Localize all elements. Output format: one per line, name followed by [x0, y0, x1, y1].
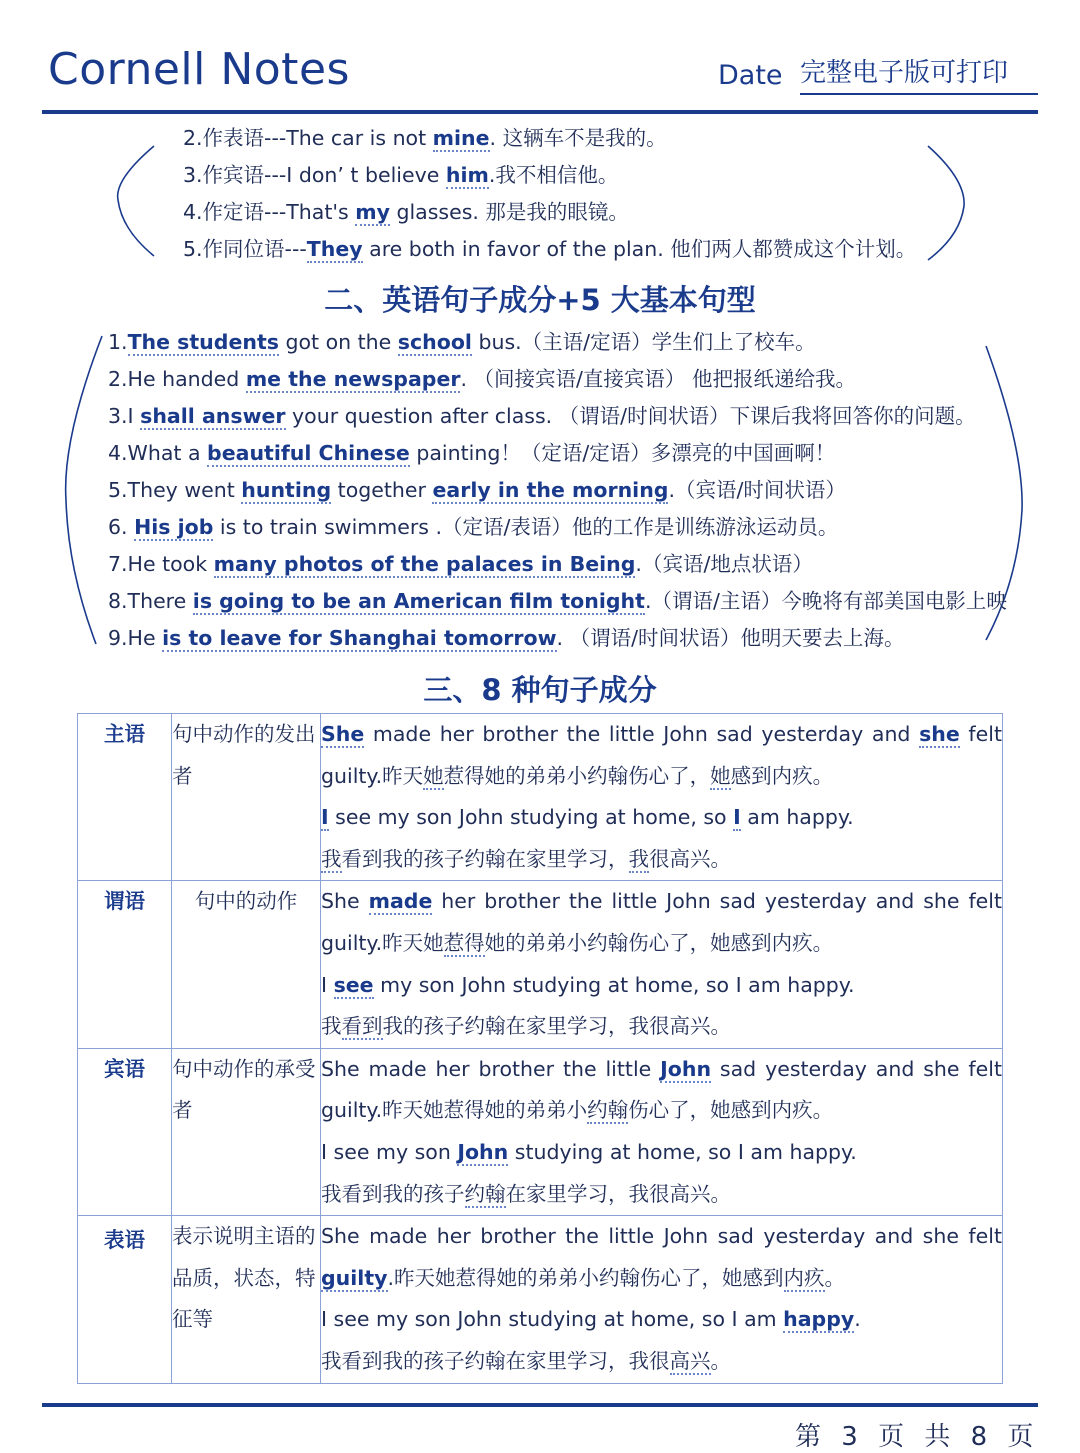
list-item: 2.He handed me the newspaper. （间接宾语/直接宾语） 他把报纸递给我。 [108, 367, 856, 391]
example-cell [321, 881, 1003, 1048]
list-item: 4.What a beautiful Chinese painting！（定语/定语）多漂亮的中国画啊！ [108, 441, 836, 465]
list-item: 8.There is going to be an American film tonight.（谓语/主语）今晚将有部美国电影上映 [108, 589, 1007, 613]
right-brace-decoration [920, 140, 970, 265]
table-row [78, 1048, 1003, 1215]
example-list-2 [108, 324, 1007, 657]
page-number: 第 3 页 共 8 页 [795, 1422, 1040, 1452]
term-cell: 主语 [78, 714, 172, 881]
example-cell [321, 714, 1003, 881]
list-item: 2.作表语---The car is not mine. 这辆车不是我的。 [183, 126, 667, 150]
example-line: 我看到我的孩子约翰在家里学习，我很高兴。 [321, 1181, 731, 1206]
example-line: guilty.昨天她惹得她的弟弟小约翰伤心了，她感到内疚。 [321, 763, 834, 788]
list-item: 6. His job is to train swimmers .（定语/表语）他的工作是训练游泳运动员。 [108, 515, 839, 539]
example-line: She made her brother the little John sad yesterday and she felt [321, 889, 1003, 914]
definition-cell: 表示说明主语的品质，状态，特征等 [172, 1216, 321, 1383]
section-heading: 三、8 种句子成分 [423, 673, 657, 707]
example-line: 我看到我的孩子约翰在家里学习，我很高兴。 [321, 1348, 731, 1373]
page-title: Cornell Notes [48, 44, 350, 95]
example-line: She made her brother the little John sad yesterday and she felt [321, 1056, 1002, 1081]
example-cell [321, 1048, 1003, 1215]
list-item: 3.作宾语---I don’ t believe him.我不相信他。 [183, 163, 619, 187]
sentence-components-table [77, 713, 1003, 1384]
example-line: I see my son John studying at home, so I am happy. [321, 1139, 857, 1164]
left-brace-decoration [112, 140, 162, 260]
example-line: 我看到我的孩子约翰在家里学习，我很高兴。 [321, 1014, 731, 1039]
example-list-1 [183, 120, 916, 268]
list-item: 1.The students got on the school bus.（主语/定语）学生们上了校车。 [108, 330, 816, 354]
table-row [78, 1216, 1003, 1383]
list-item: 5.作同位语---They are both in favor of the plan. 他们两人都赞成这个计划。 [183, 237, 917, 261]
example-line: guilty.昨天她惹得她的弟弟小约翰伤心了，她感到内疚。 [321, 1265, 846, 1290]
example-line: She made her brother the little John sad yesterday and she felt [321, 722, 1002, 746]
header-rule [42, 110, 1038, 114]
example-line: I see my son John studying at home, so I am happy. [321, 1307, 861, 1332]
table-row [78, 714, 1003, 881]
definition-cell: 句中动作的发出者 [172, 714, 321, 881]
footer-rule [42, 1403, 1038, 1407]
list-item: 3.I shall answer your question after class. （谓语/时间状语）下课后我将回答你的问题。 [108, 404, 976, 428]
example-line: guilty.昨天她惹得她的弟弟小约翰伤心了，她感到内疚。 [321, 930, 834, 955]
example-cell [321, 1216, 1003, 1383]
list-item: 9.He is to leave for Shanghai tomorrow. （谓语/时间状语）他明天要去上海。 [108, 626, 905, 650]
example-line: I see my son John studying at home, so I am happy. [321, 805, 854, 830]
definition-cell: 句中的动作 [172, 881, 321, 1048]
date-label: Date [718, 60, 783, 91]
example-line: guilty.昨天她惹得她的弟弟小约翰伤心了，她感到内疚。 [321, 1098, 834, 1123]
term-cell: 表语 [78, 1216, 172, 1383]
example-line: 我看到我的孩子约翰在家里学习，我很高兴。 [321, 846, 731, 871]
example-line: She made her brother the little John sad yesterday and she felt [321, 1224, 1002, 1249]
table-row [78, 881, 1003, 1048]
left-brace-decoration [58, 330, 108, 650]
section-heading: 二、英语句子成分+5 大基本句型 [324, 283, 756, 317]
list-item: 5.They went hunting together early in the morning.（宾语/时间状语） [108, 478, 846, 502]
term-cell: 谓语 [78, 881, 172, 1048]
list-item: 7.He took many photos of the palaces in Being.（宾语/地点状语） [108, 552, 813, 576]
list-item: 4.作定语---That's my glasses. 那是我的眼镜。 [183, 200, 629, 224]
definition-cell: 句中动作的承受者 [172, 1048, 321, 1215]
date-value: 完整电子版可打印 [800, 52, 1038, 95]
example-line: I see my son John studying at home, so I am happy. [321, 972, 855, 997]
term-cell: 宾语 [78, 1048, 172, 1215]
